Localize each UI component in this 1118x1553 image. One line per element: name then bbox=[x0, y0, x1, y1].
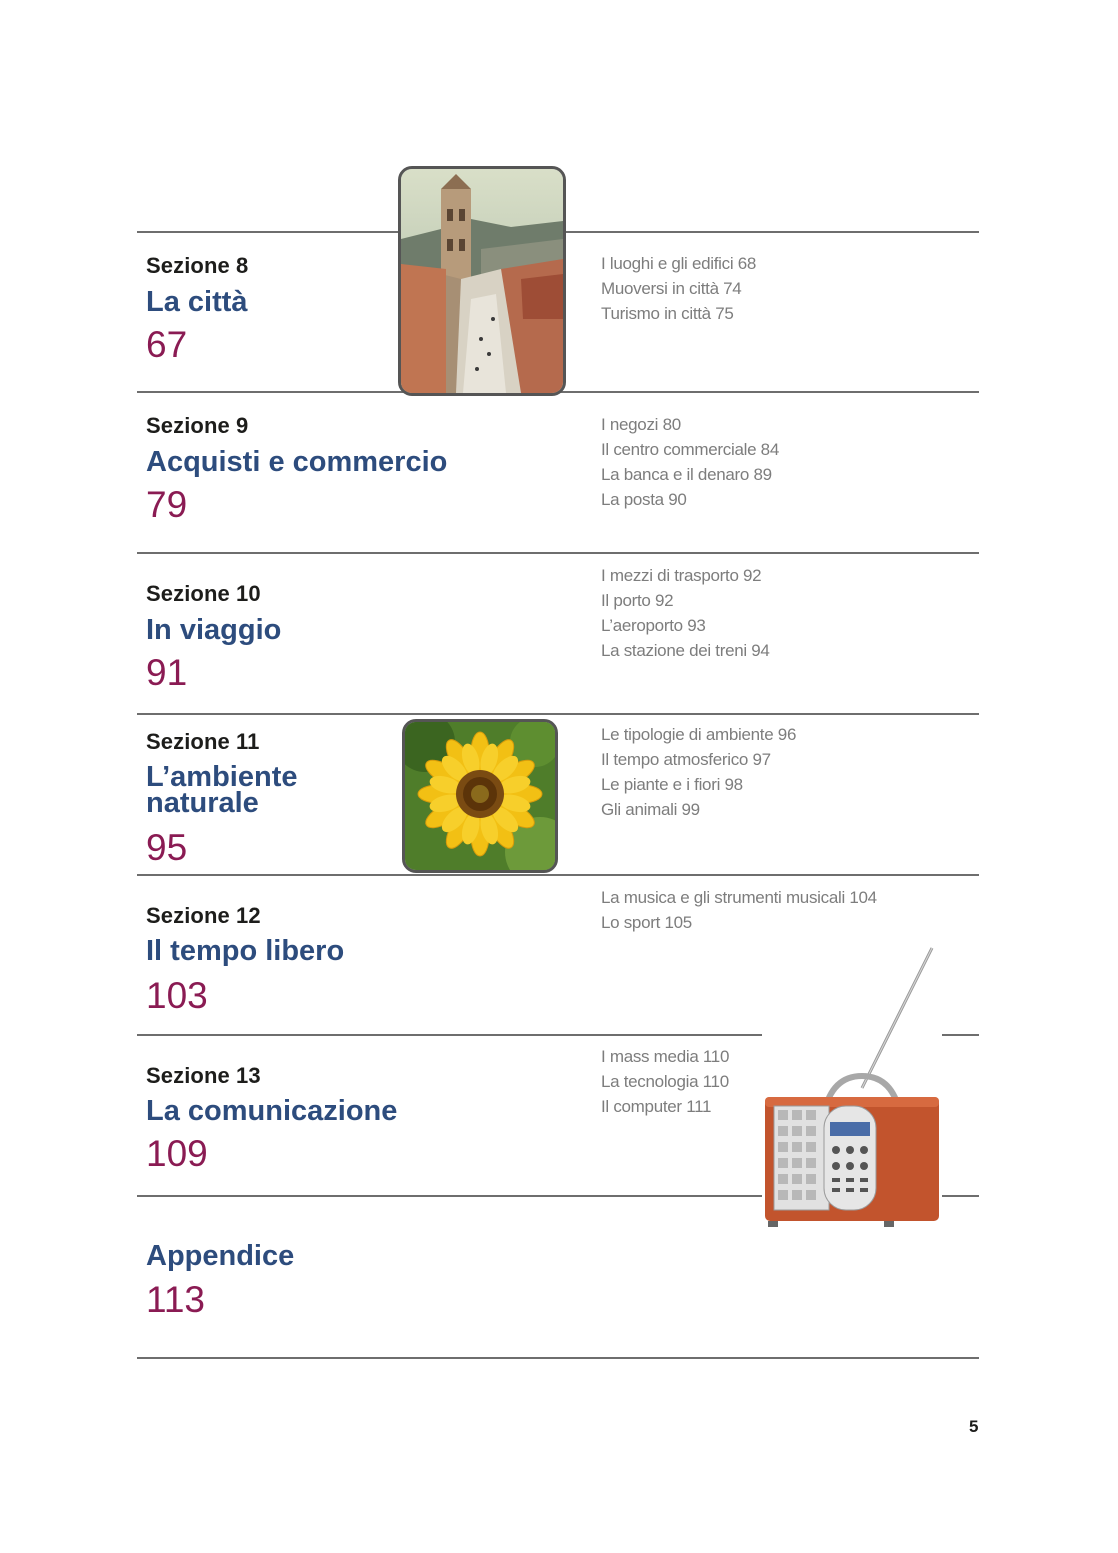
topic-item[interactable]: Turismo in città 75 bbox=[601, 304, 734, 323]
topic-item[interactable]: L’aeroporto 93 bbox=[601, 616, 706, 635]
topic-list bbox=[601, 722, 796, 822]
sunflower-photo bbox=[402, 719, 558, 873]
appendix-title: Appendice bbox=[146, 1240, 295, 1272]
topic-list bbox=[601, 412, 779, 512]
topic-item[interactable]: Le tipologie di ambiente 96 bbox=[601, 725, 797, 744]
toc-section-9[interactable] bbox=[137, 393, 979, 552]
section-page-number: 91 bbox=[146, 652, 188, 693]
section-title-line-1: L’ambiente bbox=[146, 761, 298, 793]
section-title: La comunicazione bbox=[146, 1095, 398, 1127]
topic-item[interactable]: I mezzi di trasporto 92 bbox=[601, 566, 762, 585]
topic-item[interactable]: Gli animali 99 bbox=[601, 800, 700, 819]
appendix-page-number: 113 bbox=[146, 1279, 205, 1320]
section-title: Acquisti e commercio bbox=[146, 446, 448, 478]
topic-list bbox=[601, 563, 770, 663]
topic-item[interactable]: I negozi 80 bbox=[601, 415, 681, 434]
topic-item[interactable]: Le piante e i fiori 98 bbox=[601, 775, 743, 794]
section-label: Sezione 12 bbox=[146, 903, 261, 928]
section-page-number: 79 bbox=[146, 484, 188, 525]
section-label: Sezione 9 bbox=[146, 413, 249, 438]
topic-item[interactable]: La stazione dei treni 94 bbox=[601, 641, 770, 660]
topic-item[interactable]: Muoversi in città 74 bbox=[601, 279, 742, 298]
toc-section-11[interactable] bbox=[137, 715, 979, 874]
section-title: La città bbox=[146, 286, 248, 318]
section-page-number: 109 bbox=[146, 1133, 208, 1174]
divider-line bbox=[137, 1357, 979, 1359]
section-label: Sezione 13 bbox=[146, 1063, 261, 1088]
topic-item[interactable]: Il porto 92 bbox=[601, 591, 674, 610]
radio-photo bbox=[762, 938, 942, 1233]
section-label: Sezione 10 bbox=[146, 581, 261, 606]
topic-item[interactable]: I luoghi e gli edifici 68 bbox=[601, 254, 757, 273]
page-number: 5 bbox=[969, 1417, 979, 1436]
toc-section-10[interactable] bbox=[137, 554, 979, 713]
section-title-line-2: naturale bbox=[146, 787, 259, 819]
section-page-number: 67 bbox=[146, 324, 188, 365]
section-page-number: 103 bbox=[146, 975, 208, 1016]
topic-item[interactable]: I mass media 110 bbox=[601, 1047, 730, 1066]
topic-item[interactable]: Il centro commerciale 84 bbox=[601, 440, 779, 459]
city-street-photo bbox=[398, 166, 566, 396]
topic-item[interactable]: La musica e gli strumenti musicali 104 bbox=[601, 888, 877, 907]
section-label: Sezione 11 bbox=[146, 729, 260, 754]
topic-list bbox=[601, 1044, 729, 1119]
section-title: Il tempo libero bbox=[146, 935, 345, 967]
topic-item[interactable]: La banca e il denaro 89 bbox=[601, 465, 772, 484]
topic-item[interactable]: La tecnologia 110 bbox=[601, 1072, 729, 1091]
section-page-number: 95 bbox=[146, 827, 188, 868]
topic-item[interactable]: Il tempo atmosferico 97 bbox=[601, 750, 771, 769]
section-title: In viaggio bbox=[146, 614, 282, 646]
topic-item[interactable]: Lo sport 105 bbox=[601, 913, 692, 932]
topic-list bbox=[601, 885, 877, 935]
section-label: Sezione 8 bbox=[146, 253, 249, 278]
topic-list bbox=[601, 251, 756, 326]
topic-item[interactable]: Il computer 111 bbox=[601, 1097, 712, 1116]
topic-item[interactable]: La posta 90 bbox=[601, 490, 687, 509]
